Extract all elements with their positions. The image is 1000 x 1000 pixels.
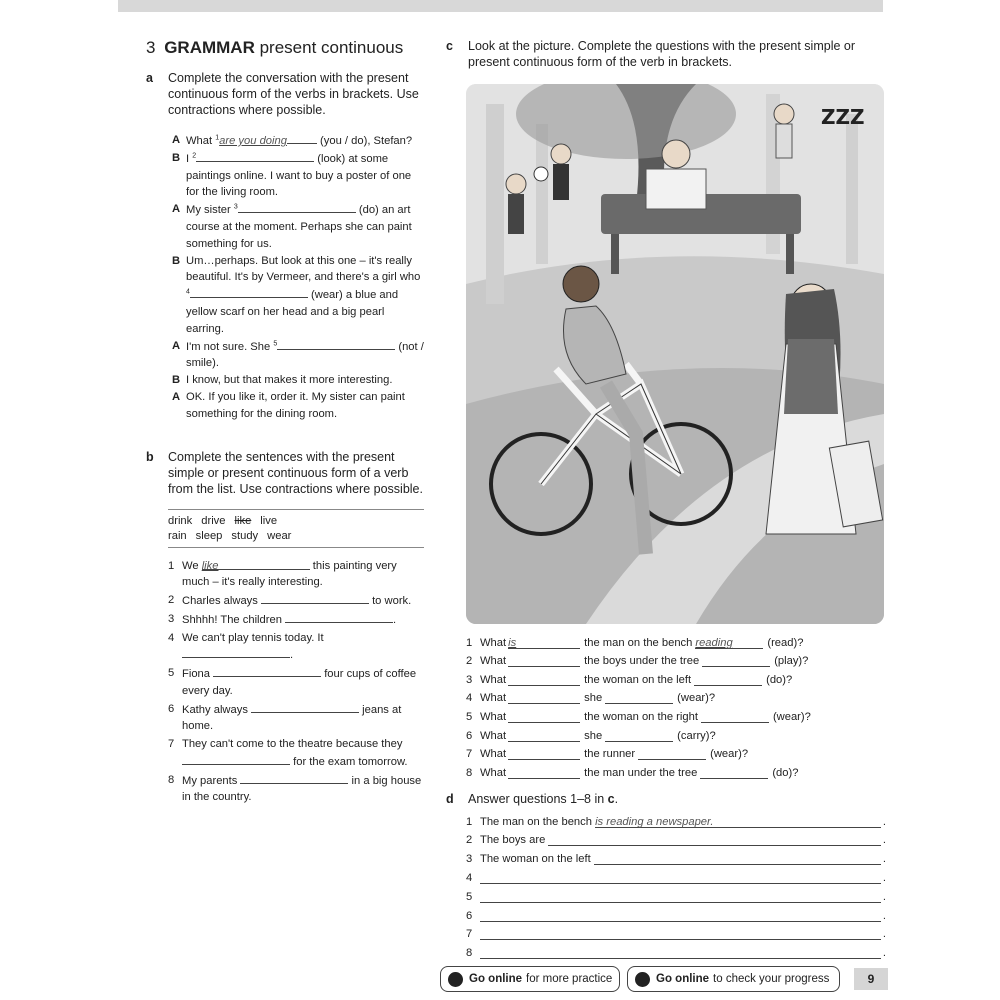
task-c bbox=[446, 38, 886, 70]
item-number: 7 bbox=[168, 738, 175, 751]
line-end-dot: . bbox=[882, 890, 886, 903]
link-text: to check your progress bbox=[713, 973, 830, 985]
word-item: drive bbox=[201, 514, 226, 527]
line-pre: OK. If you like it, order it. My sister can paint something for the dining room. bbox=[186, 390, 405, 420]
task-ref: c bbox=[607, 791, 615, 806]
task-d bbox=[446, 791, 886, 807]
answer-blank-2[interactable] bbox=[694, 674, 762, 686]
verb-hint: (wear)? bbox=[710, 748, 749, 761]
page-number: 9 bbox=[854, 968, 888, 990]
word-item: live bbox=[260, 514, 278, 527]
answer-row bbox=[466, 809, 886, 828]
sentence-text bbox=[182, 736, 424, 770]
answer-blank[interactable] bbox=[238, 201, 356, 213]
question-subject: the man under the tree bbox=[584, 766, 698, 779]
item-number: 3 bbox=[168, 612, 175, 625]
line-end-dot: . bbox=[882, 909, 886, 922]
answer-blank-1[interactable] bbox=[508, 730, 580, 742]
line-pre: I know, but that makes it more interesting. bbox=[186, 374, 393, 387]
section-number: 3 bbox=[146, 38, 156, 57]
gap-number: 1 bbox=[215, 134, 220, 142]
answer-line[interactable] bbox=[480, 947, 881, 959]
answer-line[interactable] bbox=[548, 834, 880, 846]
question-list bbox=[446, 630, 886, 779]
conversation-line bbox=[172, 338, 424, 373]
item-number: 6 bbox=[168, 702, 175, 715]
sentence-text bbox=[182, 701, 424, 735]
go-online-progress-link[interactable] bbox=[627, 966, 840, 992]
verb-hint: (read)? bbox=[767, 636, 804, 649]
sentence-pre: They can't come to the theatre because they bbox=[182, 738, 403, 751]
task-a bbox=[146, 70, 424, 118]
answer-row bbox=[466, 903, 886, 922]
line-post: (you / do), Stefan? bbox=[316, 135, 413, 147]
speaker-label: A bbox=[172, 203, 181, 216]
sentence-text bbox=[182, 558, 424, 591]
line-post: (look) at some paintings online. I want to buy a poster of one for the living room. bbox=[186, 152, 412, 199]
line-text bbox=[186, 338, 424, 373]
sentence-post: in a big house in the country. bbox=[182, 774, 422, 803]
word-row bbox=[168, 514, 424, 529]
question-number: 2 bbox=[466, 655, 473, 668]
answer-blank-1[interactable] bbox=[508, 692, 580, 704]
question-subject: she bbox=[584, 692, 603, 705]
item-number: 1 bbox=[168, 559, 175, 572]
answer-row bbox=[466, 865, 886, 884]
answer-blank[interactable] bbox=[277, 338, 395, 350]
answer-blank[interactable] bbox=[182, 753, 290, 765]
conversation-line bbox=[172, 201, 424, 252]
question-number: 5 bbox=[466, 710, 473, 723]
answer-pre: The woman on the left bbox=[480, 853, 594, 866]
answer-blank[interactable]: like bbox=[202, 558, 310, 570]
gap-number: 4 bbox=[186, 288, 190, 296]
question-word: What bbox=[480, 655, 507, 668]
link-bold: Go online bbox=[469, 973, 523, 985]
answer-blank-2[interactable] bbox=[702, 655, 770, 667]
answer-blank-tail bbox=[287, 132, 317, 144]
line-text bbox=[186, 372, 424, 389]
section-title bbox=[146, 38, 424, 58]
word-row bbox=[168, 529, 424, 544]
answer-number: 3 bbox=[466, 853, 473, 866]
sentence-text bbox=[182, 592, 424, 609]
answer-pre: The boys are bbox=[480, 834, 549, 847]
answer-number: 7 bbox=[466, 928, 473, 941]
task-instruction: Answer questions 1–8 in c. bbox=[468, 791, 619, 806]
task-instruction: Look at the picture. Complete the questions with the present simple or present continuous form of the verb in brackets. bbox=[468, 39, 856, 69]
answer-blank[interactable] bbox=[196, 150, 314, 162]
line-end-dot: . bbox=[882, 834, 886, 847]
check-icon bbox=[635, 972, 650, 987]
left-column bbox=[146, 38, 424, 807]
answer-number: 1 bbox=[466, 815, 473, 828]
speaker-label: A bbox=[172, 390, 181, 403]
word-list bbox=[168, 509, 424, 548]
answer-blank[interactable] bbox=[251, 701, 359, 713]
verb-hint: (wear)? bbox=[772, 710, 811, 723]
sentence-text bbox=[182, 772, 424, 806]
sentence-item bbox=[168, 665, 424, 699]
question-row bbox=[466, 667, 886, 686]
question-row bbox=[466, 704, 886, 723]
task-instruction: Complete the conversation with the present continuous form of the verbs in brackets. Use contractions where possible. bbox=[168, 71, 419, 117]
task-instruction: Complete the sentences with the present simple or present continuous form of a verb from the list. Use contractions where possible. bbox=[168, 449, 423, 496]
sentence-item bbox=[168, 701, 424, 735]
speaker-label: B bbox=[172, 254, 181, 267]
question-subject: the runner bbox=[584, 748, 636, 761]
verb-hint: (do)? bbox=[766, 673, 793, 686]
section-heading: present continuous bbox=[259, 38, 404, 57]
line-end-dot: . bbox=[882, 815, 886, 828]
link-bold: Go online bbox=[656, 973, 710, 985]
task-letter: d bbox=[446, 791, 454, 806]
line-pre: Um…perhaps. But look at this one – it's really beautiful. It's by Vermeer, and there's a girl who bbox=[186, 254, 421, 284]
word-item: sleep bbox=[195, 529, 223, 542]
task-instruction-text: Answer questions 1–8 in bbox=[468, 791, 608, 806]
question-row bbox=[466, 760, 886, 779]
question-word: What bbox=[480, 673, 507, 686]
line-post: (wear) a blue and yellow scarf on her head and a big pearl earring. bbox=[186, 289, 399, 335]
sentence-item bbox=[168, 611, 424, 628]
question-number: 8 bbox=[466, 766, 473, 779]
answer-blank-2[interactable] bbox=[605, 730, 673, 742]
answer-blank-1[interactable] bbox=[508, 655, 580, 667]
answer-blank-1[interactable] bbox=[508, 674, 580, 686]
answer-blank[interactable] bbox=[261, 592, 369, 604]
word-item: rain bbox=[168, 529, 187, 542]
answer-row bbox=[466, 846, 886, 865]
answer-line[interactable] bbox=[594, 853, 881, 865]
speaker-label: A bbox=[172, 339, 181, 352]
speaker-label: A bbox=[172, 134, 181, 146]
answer-blank[interactable] bbox=[190, 286, 308, 298]
park-scene bbox=[466, 84, 884, 624]
sentence-post: for the exam tomorrow. bbox=[290, 755, 408, 768]
answer-list bbox=[446, 809, 886, 959]
sentence-pre: Kathy always bbox=[182, 703, 252, 716]
go-online-practice-link[interactable] bbox=[440, 966, 620, 992]
sentence-pre: My parents bbox=[182, 774, 241, 787]
item-number: 4 bbox=[168, 631, 175, 644]
sentence-pre: We can't play tennis today. It bbox=[182, 631, 324, 644]
sentence-item bbox=[168, 558, 424, 591]
answer-blank[interactable] bbox=[285, 611, 393, 623]
gap-number: 3 bbox=[233, 203, 238, 211]
word-item: wear bbox=[267, 529, 292, 542]
answer-blank-1[interactable] bbox=[508, 748, 580, 760]
answer-line[interactable] bbox=[480, 928, 881, 940]
item-number: 5 bbox=[168, 667, 175, 680]
answer-blank-2[interactable] bbox=[605, 692, 673, 704]
conversation bbox=[172, 132, 424, 423]
sentence-item bbox=[168, 772, 424, 806]
line-text bbox=[186, 132, 424, 150]
sentence-item bbox=[168, 736, 424, 770]
park-illustration bbox=[466, 84, 884, 624]
question-number: 1 bbox=[466, 636, 473, 649]
line-text bbox=[186, 150, 424, 201]
answer-line[interactable]: is reading a newspaper. bbox=[595, 816, 881, 828]
answer-line[interactable] bbox=[480, 910, 881, 922]
conversation-line bbox=[172, 253, 424, 338]
sentence-post: to work. bbox=[368, 594, 412, 607]
answer-line[interactable] bbox=[480, 872, 881, 884]
answer-pre: The man on the bench bbox=[480, 815, 596, 828]
sentence-pre: We bbox=[182, 559, 202, 572]
line-post: (do) an art course at the moment. Perhaps she can paint something for us. bbox=[186, 204, 412, 250]
conversation-line bbox=[172, 132, 424, 150]
sentence-pre: Shhhh! The children bbox=[182, 613, 286, 626]
answer-row bbox=[466, 922, 886, 941]
sentence-post: jeans at home. bbox=[182, 703, 402, 733]
speaker-label: B bbox=[172, 374, 181, 387]
answer-blank-1[interactable]: is bbox=[508, 637, 580, 649]
question-word: What bbox=[480, 636, 507, 649]
word-item: like bbox=[234, 514, 252, 527]
question-word: What bbox=[480, 710, 507, 723]
sentence-text bbox=[182, 665, 424, 699]
sentence-item bbox=[168, 592, 424, 609]
right-column bbox=[446, 38, 886, 959]
question-word: What bbox=[480, 766, 507, 779]
question-row bbox=[466, 686, 886, 705]
line-pre: I bbox=[186, 152, 193, 165]
answer-blank[interactable] bbox=[182, 646, 290, 658]
question-subject: the boys under the tree bbox=[584, 655, 700, 668]
answer-blank-2[interactable] bbox=[638, 748, 706, 760]
item-number: 8 bbox=[168, 773, 175, 786]
answer-row bbox=[466, 940, 886, 959]
answer-blank-1[interactable] bbox=[508, 767, 580, 779]
question-row bbox=[466, 630, 886, 649]
verb-hint: (wear)? bbox=[677, 692, 716, 705]
verb-hint: (carry)? bbox=[677, 729, 716, 742]
sentence-post: . bbox=[393, 613, 397, 626]
task-b bbox=[146, 449, 424, 497]
line-post: (not / smile). bbox=[186, 340, 424, 370]
answer-blank-1[interactable] bbox=[508, 711, 580, 723]
answer-blank[interactable]: are you doing bbox=[219, 135, 287, 147]
answer-blank-2[interactable] bbox=[700, 767, 768, 779]
line-end-dot: . bbox=[882, 947, 886, 960]
sentence-pre: Charles always bbox=[182, 594, 261, 607]
sentence-item bbox=[168, 630, 424, 664]
sentence-text bbox=[182, 630, 424, 664]
question-number: 3 bbox=[466, 673, 473, 686]
task-letter: b bbox=[146, 449, 154, 464]
question-subject: the man on the bench bbox=[584, 636, 693, 649]
arrow-icon bbox=[448, 972, 463, 987]
question-number: 7 bbox=[466, 748, 473, 761]
question-word: What bbox=[480, 748, 507, 761]
conversation-line bbox=[172, 389, 424, 423]
conversation-line bbox=[172, 150, 424, 201]
speaker-label: B bbox=[172, 151, 181, 164]
line-text bbox=[186, 389, 424, 423]
answer-blank[interactable] bbox=[240, 772, 348, 784]
link-text: for more practice bbox=[526, 973, 613, 985]
answer-blank[interactable] bbox=[213, 665, 321, 677]
answer-blank-2[interactable]: reading bbox=[695, 637, 763, 649]
conversation-line bbox=[172, 372, 424, 389]
line-end-dot: . bbox=[882, 853, 886, 866]
section-keyword: GRAMMAR bbox=[164, 38, 255, 57]
question-subject: the woman on the right bbox=[584, 710, 698, 723]
task-letter: a bbox=[146, 71, 153, 85]
line-end-dot: . bbox=[882, 928, 886, 941]
word-item: drink bbox=[168, 514, 193, 527]
sleep-text: ZZZ bbox=[821, 105, 865, 129]
answer-number: 8 bbox=[466, 947, 473, 960]
question-word: What bbox=[480, 692, 507, 705]
top-bar bbox=[118, 0, 883, 12]
gap-number: 5 bbox=[273, 339, 278, 347]
answer-number: 6 bbox=[466, 909, 473, 922]
sentence-pre: Fiona bbox=[182, 668, 214, 681]
answer-row bbox=[466, 884, 886, 903]
word-item: study bbox=[231, 529, 259, 542]
question-row bbox=[466, 742, 886, 761]
line-pre: My sister bbox=[186, 204, 234, 217]
question-word: What bbox=[480, 729, 507, 742]
answer-line[interactable] bbox=[480, 891, 881, 903]
answer-row bbox=[466, 828, 886, 847]
line-pre: What bbox=[186, 135, 216, 147]
line-pre: I'm not sure. She bbox=[186, 340, 274, 353]
answer-blank-2[interactable] bbox=[701, 711, 769, 723]
question-number: 4 bbox=[466, 692, 473, 705]
question-number: 6 bbox=[466, 729, 473, 742]
sentence-post: . bbox=[290, 649, 294, 662]
question-row bbox=[466, 649, 886, 668]
item-number: 2 bbox=[168, 593, 175, 606]
answer-number: 4 bbox=[466, 871, 473, 884]
sentence-list bbox=[168, 558, 424, 806]
line-text bbox=[186, 201, 424, 252]
line-end-dot: . bbox=[882, 871, 886, 884]
task-letter: c bbox=[446, 39, 453, 53]
question-subject: the woman on the left bbox=[584, 673, 692, 686]
verb-hint: (play)? bbox=[774, 655, 809, 668]
sentence-post: this painting very much – it's really interesting. bbox=[182, 559, 397, 588]
verb-hint: (do)? bbox=[772, 766, 799, 779]
answer-number: 5 bbox=[466, 890, 473, 903]
answer-number: 2 bbox=[466, 834, 473, 847]
question-row bbox=[466, 723, 886, 742]
sentence-post: four cups of coffee every day. bbox=[182, 668, 417, 697]
question-subject: she bbox=[584, 729, 603, 742]
sentence-text bbox=[182, 611, 424, 628]
line-text bbox=[186, 253, 424, 338]
gap-number: 2 bbox=[192, 152, 197, 160]
